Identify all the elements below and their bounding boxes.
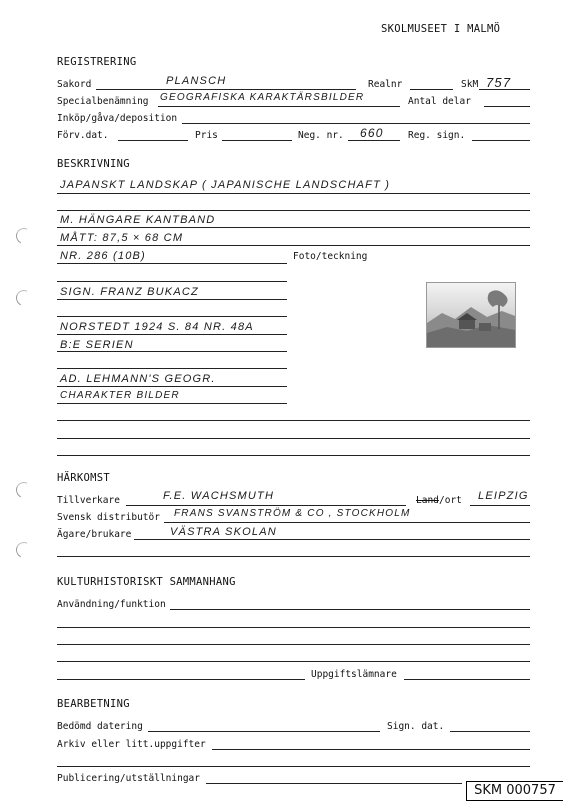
- section-heading-harkomst: HÄRKOMST: [57, 472, 110, 484]
- publicering-label: Publicering/utställningar: [57, 773, 200, 784]
- section-heading-bearbetning: BEARBETNING: [57, 698, 130, 710]
- skm-label: SkM: [461, 79, 479, 90]
- specialbenamning-value: GEOGRAFISKA KARAKTÄRSBILDER: [160, 92, 365, 103]
- beskrivning-line-7: B:E SERIEN: [60, 339, 134, 351]
- rule: [57, 227, 530, 228]
- rule: [57, 420, 530, 421]
- realnr-label: Realnr: [368, 79, 403, 90]
- landscape-thumbnail-icon: [427, 283, 515, 347]
- uppgiftslamnare-label: Uppgiftslämnare: [311, 669, 397, 680]
- tillverkare-label: Tillverkare: [57, 495, 120, 506]
- tillverkare-value: F.E. WACHSMUTH: [163, 490, 275, 502]
- punch-hole: [14, 288, 35, 309]
- anvandning-line: [170, 609, 530, 610]
- beskrivning-line-6: NORSTEDT 1924 S. 84 NR. 48A: [60, 321, 254, 333]
- arkiv-line: [212, 749, 530, 750]
- uppgiftslamnare-line: [404, 679, 530, 680]
- rule: [57, 351, 287, 352]
- distributor-label: Svensk distributör: [57, 512, 160, 523]
- rule: [57, 263, 287, 264]
- arkiv-label: Arkiv eller litt.uppgifter: [57, 739, 206, 750]
- beskrivning-line-9: CHARAKTER BILDER: [60, 390, 180, 401]
- agare-label: Ägare/brukare: [57, 529, 132, 540]
- rule: [57, 299, 287, 300]
- rule: [57, 627, 530, 628]
- sign-dat-line: [450, 731, 530, 732]
- punch-hole: [14, 226, 35, 247]
- beskrivning-line-8: AD. LEHMANN'S GEOGR.: [60, 373, 216, 385]
- rule: [57, 556, 530, 557]
- datering-line: [148, 731, 380, 732]
- ort-line: [470, 505, 530, 506]
- rule: [57, 438, 530, 439]
- rule: [57, 403, 287, 404]
- forv-dat-label: Förv.dat.: [57, 130, 109, 141]
- agare-value: VÄSTRA SKOLAN: [170, 526, 277, 538]
- foto-teckning-label: Foto/teckning: [293, 251, 368, 262]
- forv-dat-line: [118, 140, 188, 141]
- beskrivning-line-2: M. HÄNGARE KANTBAND: [60, 214, 216, 226]
- distributor-value: FRANS SVANSTRÖM & CO , STOCKHOLM: [174, 508, 411, 519]
- distributor-line: [164, 522, 530, 523]
- reg-sign-line: [472, 140, 530, 141]
- publicering-line: [206, 783, 462, 784]
- rule: [57, 316, 287, 317]
- object-photo: [426, 282, 516, 348]
- beskrivning-line-4: NR. 286 (10B): [60, 250, 146, 262]
- neg-nr-line: [348, 140, 400, 141]
- rule: [57, 661, 530, 662]
- punch-hole: [14, 540, 35, 561]
- inkop-line: [182, 123, 530, 124]
- anvandning-label: Användning/funktion: [57, 599, 166, 610]
- rule: [57, 766, 530, 767]
- section-heading-kultur: KULTURHISTORISKT SAMMANHANG: [57, 576, 236, 588]
- ort-value: LEIPZIG: [478, 490, 529, 502]
- rule: [57, 386, 287, 387]
- rule: [57, 334, 287, 335]
- realnr-line: [410, 89, 453, 90]
- rule: [57, 368, 287, 369]
- rule: [57, 210, 530, 211]
- beskrivning-line-1: JAPANSKT LANDSKAP ( JAPANISCHE LANDSCHAFT ): [60, 179, 391, 191]
- section-heading-registrering: REGISTRERING: [57, 56, 137, 68]
- sakord-line: [96, 89, 356, 90]
- section-heading-beskrivning: BESKRIVNING: [57, 158, 130, 170]
- punch-hole: [14, 480, 35, 501]
- rule: [57, 679, 305, 680]
- neg-nr-value: 660: [360, 126, 384, 140]
- rule: [57, 644, 530, 645]
- agare-line: [134, 539, 530, 540]
- datering-label: Bedömd datering: [57, 721, 143, 732]
- rule: [57, 281, 287, 282]
- pris-label: Pris: [195, 130, 218, 141]
- beskrivning-line-5: SIGN. FRANZ BUKACZ: [60, 286, 199, 298]
- pris-line: [222, 140, 292, 141]
- antal-delar-label: Antal delar: [408, 96, 471, 107]
- beskrivning-line-3: MÅTT: 87,5 × 68 CM: [60, 232, 184, 244]
- rule: [57, 193, 530, 194]
- skm-value: 757: [486, 75, 512, 90]
- rule: [57, 245, 530, 246]
- tillverkare-line: [126, 505, 406, 506]
- rule: [57, 455, 530, 456]
- sakord-value: PLANSCH: [166, 75, 227, 87]
- antal-delar-line: [484, 106, 530, 107]
- archive-stamp: SKM 000757: [466, 781, 563, 801]
- specialbenamning-line: [158, 106, 400, 107]
- inkop-label: Inköp/gåva/deposition: [57, 113, 178, 124]
- land-label: Land: [416, 495, 439, 506]
- neg-nr-label: Neg. nr.: [298, 130, 344, 141]
- museum-title: SKOLMUSEET I MALMÖ: [381, 23, 501, 35]
- sign-dat-label: Sign. dat.: [387, 721, 445, 732]
- specialbenamning-label: Specialbenämning: [57, 96, 149, 107]
- ort-label: /ort: [439, 495, 462, 506]
- sakord-label: Sakord: [57, 79, 92, 90]
- reg-sign-label: Reg. sign.: [408, 130, 466, 141]
